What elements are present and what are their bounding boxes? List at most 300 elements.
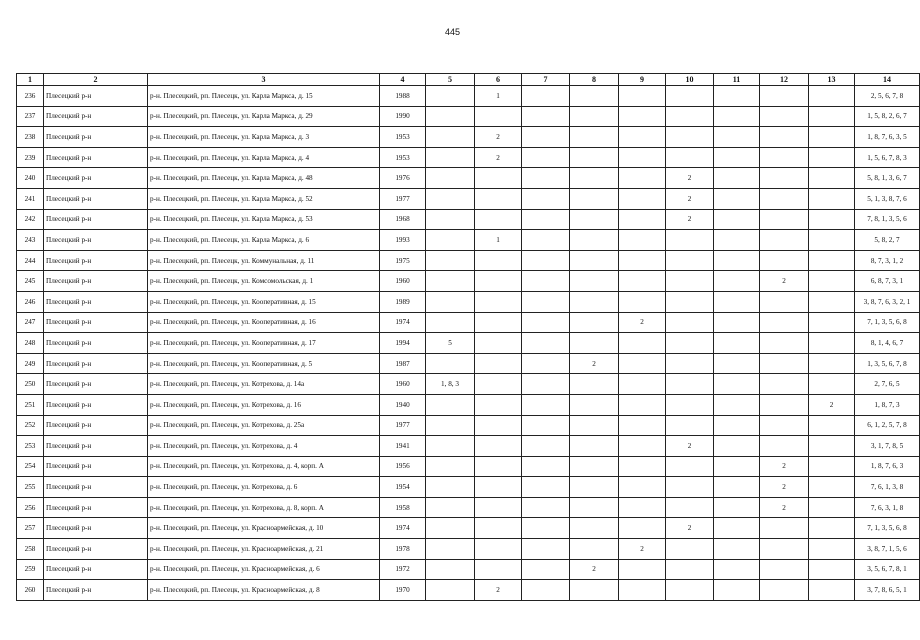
col5-cell <box>426 456 475 477</box>
table-row <box>17 353 920 374</box>
district-cell: Плесецкий р-н <box>44 394 148 415</box>
col14-cell: 3, 5, 6, 7, 8, 1 <box>855 559 920 580</box>
col6-cell <box>475 209 522 230</box>
col8-cell <box>570 394 619 415</box>
col5-cell <box>426 106 475 127</box>
col14-cell: 6, 1, 2, 5, 7, 8 <box>855 415 920 436</box>
table-row <box>17 209 920 230</box>
col9-cell <box>619 559 666 580</box>
col9-cell <box>619 415 666 436</box>
district-cell: Плесецкий р-н <box>44 250 148 271</box>
column-header-2: 2 <box>44 74 148 86</box>
row-number: 249 <box>17 353 44 374</box>
district-cell: Плесецкий р-н <box>44 188 148 209</box>
col14-cell: 5, 8, 1, 3, 6, 7 <box>855 168 920 189</box>
district-cell: Плесецкий р-н <box>44 415 148 436</box>
column-header-11: 11 <box>714 74 760 86</box>
year-cell: 1993 <box>380 230 426 251</box>
table-row <box>17 127 920 148</box>
col7-cell <box>522 333 570 354</box>
column-header-9: 9 <box>619 74 666 86</box>
col8-cell <box>570 271 619 292</box>
district-cell: Плесецкий р-н <box>44 168 148 189</box>
address-cell: р-н. Плесецкий, рп. Плесецк, ул. Красноармейская, д. 10 <box>148 518 380 539</box>
col9-cell <box>619 230 666 251</box>
col13-cell <box>809 477 855 498</box>
row-number: 255 <box>17 477 44 498</box>
year-cell: 1972 <box>380 559 426 580</box>
row-number: 248 <box>17 333 44 354</box>
table-row <box>17 580 920 601</box>
col13-cell <box>809 559 855 580</box>
column-header-14: 14 <box>855 74 920 86</box>
table-row <box>17 497 920 518</box>
year-cell: 1994 <box>380 333 426 354</box>
col5-cell <box>426 147 475 168</box>
col11-cell <box>714 415 760 436</box>
col11-cell <box>714 147 760 168</box>
table-body <box>17 86 920 601</box>
address-cell: р-н. Плесецкий, рп. Плесецк, ул. Котрехова, д. 16 <box>148 394 380 415</box>
col6-cell <box>475 415 522 436</box>
col9-cell <box>619 168 666 189</box>
col10-cell <box>666 333 714 354</box>
year-cell: 1941 <box>380 436 426 457</box>
col10-cell <box>666 86 714 107</box>
table-row <box>17 518 920 539</box>
col14-cell: 2, 7, 6, 5 <box>855 374 920 395</box>
col11-cell <box>714 106 760 127</box>
col7-cell <box>522 291 570 312</box>
col8-cell: 2 <box>570 353 619 374</box>
table-row <box>17 477 920 498</box>
col9-cell <box>619 188 666 209</box>
row-number: 256 <box>17 497 44 518</box>
table-row <box>17 559 920 580</box>
column-header-6: 6 <box>475 74 522 86</box>
col11-cell <box>714 559 760 580</box>
year-cell: 1954 <box>380 477 426 498</box>
register-table <box>16 73 920 601</box>
col12-cell <box>760 147 809 168</box>
col13-cell <box>809 127 855 148</box>
col10-cell <box>666 271 714 292</box>
col13-cell <box>809 106 855 127</box>
row-number: 244 <box>17 250 44 271</box>
col10-cell <box>666 456 714 477</box>
col10-cell: 2 <box>666 518 714 539</box>
col12-cell: 2 <box>760 477 809 498</box>
col12-cell <box>760 168 809 189</box>
col11-cell <box>714 291 760 312</box>
table-row <box>17 312 920 333</box>
header-row <box>17 74 920 86</box>
col10-cell: 2 <box>666 188 714 209</box>
address-cell: р-н. Плесецкий, рп. Плесецк, ул. Красноармейская, д. 6 <box>148 559 380 580</box>
col8-cell <box>570 477 619 498</box>
col7-cell <box>522 559 570 580</box>
column-header-10: 10 <box>666 74 714 86</box>
col6-cell <box>475 477 522 498</box>
col8-cell <box>570 230 619 251</box>
col11-cell <box>714 188 760 209</box>
year-cell: 1974 <box>380 312 426 333</box>
col7-cell <box>522 86 570 107</box>
col12-cell <box>760 353 809 374</box>
address-cell: р-н. Плесецкий, рп. Плесецк, ул. Коммунальная, д. 11 <box>148 250 380 271</box>
col6-cell <box>475 250 522 271</box>
col7-cell <box>522 580 570 601</box>
row-number: 246 <box>17 291 44 312</box>
col5-cell <box>426 250 475 271</box>
col5-cell <box>426 497 475 518</box>
district-cell: Плесецкий р-н <box>44 312 148 333</box>
col6-cell <box>475 394 522 415</box>
col5-cell <box>426 518 475 539</box>
year-cell: 1940 <box>380 394 426 415</box>
year-cell: 1970 <box>380 580 426 601</box>
district-cell: Плесецкий р-н <box>44 539 148 560</box>
col10-cell <box>666 497 714 518</box>
col8-cell <box>570 168 619 189</box>
col14-cell: 7, 1, 3, 5, 6, 8 <box>855 312 920 333</box>
row-number: 239 <box>17 147 44 168</box>
district-cell: Плесецкий р-н <box>44 86 148 107</box>
row-number: 240 <box>17 168 44 189</box>
col10-cell <box>666 559 714 580</box>
col9-cell <box>619 86 666 107</box>
col8-cell <box>570 415 619 436</box>
col5-cell <box>426 477 475 498</box>
table-row <box>17 374 920 395</box>
col7-cell <box>522 127 570 148</box>
col13-cell <box>809 250 855 271</box>
address-cell: р-н. Плесецкий, рп. Плесецк, ул. Красноармейская, д. 21 <box>148 539 380 560</box>
col8-cell <box>570 539 619 560</box>
col9-cell <box>619 353 666 374</box>
year-cell: 1968 <box>380 209 426 230</box>
col8-cell <box>570 333 619 354</box>
col6-cell <box>475 456 522 477</box>
col6-cell <box>475 353 522 374</box>
year-cell: 1975 <box>380 250 426 271</box>
col12-cell <box>760 312 809 333</box>
col6-cell <box>475 436 522 457</box>
col6-cell: 2 <box>475 127 522 148</box>
col14-cell: 1, 5, 8, 2, 6, 7 <box>855 106 920 127</box>
address-cell: р-н. Плесецкий, рп. Плесецк, ул. Кооперативная, д. 15 <box>148 291 380 312</box>
col13-cell <box>809 230 855 251</box>
col10-cell: 2 <box>666 209 714 230</box>
col14-cell: 3, 1, 7, 8, 5 <box>855 436 920 457</box>
address-cell: р-н. Плесецкий, рп. Плесецк, ул. Карла Маркса, д. 15 <box>148 86 380 107</box>
col11-cell <box>714 127 760 148</box>
col12-cell <box>760 580 809 601</box>
col6-cell <box>475 312 522 333</box>
col14-cell: 8, 1, 4, 6, 7 <box>855 333 920 354</box>
col6-cell <box>475 497 522 518</box>
row-number: 237 <box>17 106 44 127</box>
address-cell: р-н. Плесецкий, рп. Плесецк, ул. Карла Маркса, д. 52 <box>148 188 380 209</box>
col6-cell <box>475 374 522 395</box>
year-cell: 1953 <box>380 147 426 168</box>
col7-cell <box>522 394 570 415</box>
district-cell: Плесецкий р-н <box>44 456 148 477</box>
col12-cell <box>760 209 809 230</box>
row-number: 251 <box>17 394 44 415</box>
col11-cell <box>714 374 760 395</box>
district-cell: Плесецкий р-н <box>44 127 148 148</box>
col8-cell <box>570 456 619 477</box>
col13-cell: 2 <box>809 394 855 415</box>
col9-cell <box>619 106 666 127</box>
col12-cell <box>760 374 809 395</box>
col11-cell <box>714 518 760 539</box>
table-row <box>17 456 920 477</box>
col9-cell <box>619 291 666 312</box>
col5-cell <box>426 168 475 189</box>
col12-cell <box>760 291 809 312</box>
col14-cell: 7, 8, 1, 3, 5, 6 <box>855 209 920 230</box>
year-cell: 1988 <box>380 86 426 107</box>
table-row <box>17 250 920 271</box>
column-header-13: 13 <box>809 74 855 86</box>
col10-cell <box>666 374 714 395</box>
col13-cell <box>809 86 855 107</box>
col14-cell: 5, 1, 3, 8, 7, 6 <box>855 188 920 209</box>
col12-cell <box>760 518 809 539</box>
table-row <box>17 188 920 209</box>
col7-cell <box>522 456 570 477</box>
col13-cell <box>809 271 855 292</box>
col13-cell <box>809 188 855 209</box>
col12-cell <box>760 539 809 560</box>
col9-cell <box>619 580 666 601</box>
col12-cell <box>760 188 809 209</box>
col13-cell <box>809 168 855 189</box>
col9-cell <box>619 333 666 354</box>
col5-cell: 1, 8, 3 <box>426 374 475 395</box>
address-cell: р-н. Плесецкий, рп. Плесецк, ул. Карла Маркса, д. 29 <box>148 106 380 127</box>
year-cell: 1977 <box>380 415 426 436</box>
col14-cell: 7, 6, 3, 1, 8 <box>855 497 920 518</box>
col13-cell <box>809 147 855 168</box>
table-row <box>17 106 920 127</box>
col9-cell <box>619 477 666 498</box>
col5-cell <box>426 291 475 312</box>
col11-cell <box>714 353 760 374</box>
col13-cell <box>809 415 855 436</box>
row-number: 241 <box>17 188 44 209</box>
col13-cell <box>809 353 855 374</box>
district-cell: Плесецкий р-н <box>44 230 148 251</box>
col7-cell <box>522 106 570 127</box>
col10-cell <box>666 127 714 148</box>
col9-cell: 2 <box>619 312 666 333</box>
address-cell: р-н. Плесецкий, рп. Плесецк, ул. Котрехова, д. 8, корп. А <box>148 497 380 518</box>
year-cell: 1956 <box>380 456 426 477</box>
col6-cell <box>475 106 522 127</box>
col7-cell <box>522 477 570 498</box>
district-cell: Плесецкий р-н <box>44 291 148 312</box>
district-cell: Плесецкий р-н <box>44 497 148 518</box>
col5-cell <box>426 436 475 457</box>
col5-cell: 5 <box>426 333 475 354</box>
page-number: 445 <box>444 27 461 37</box>
year-cell: 1977 <box>380 188 426 209</box>
district-cell: Плесецкий р-н <box>44 271 148 292</box>
table-row <box>17 86 920 107</box>
row-number: 238 <box>17 127 44 148</box>
col12-cell: 2 <box>760 497 809 518</box>
address-cell: р-н. Плесецкий, рп. Плесецк, ул. Котрехова, д. 6 <box>148 477 380 498</box>
col8-cell <box>570 312 619 333</box>
col13-cell <box>809 333 855 354</box>
address-cell: р-н. Плесецкий, рп. Плесецк, ул. Кооперативная, д. 5 <box>148 353 380 374</box>
district-cell: Плесецкий р-н <box>44 436 148 457</box>
col6-cell: 1 <box>475 230 522 251</box>
col5-cell <box>426 127 475 148</box>
col5-cell <box>426 559 475 580</box>
col8-cell <box>570 127 619 148</box>
district-cell: Плесецкий р-н <box>44 209 148 230</box>
col10-cell <box>666 477 714 498</box>
col5-cell <box>426 539 475 560</box>
table-row <box>17 539 920 560</box>
year-cell: 1953 <box>380 127 426 148</box>
col14-cell: 7, 1, 3, 5, 6, 8 <box>855 518 920 539</box>
col11-cell <box>714 477 760 498</box>
year-cell: 1978 <box>380 539 426 560</box>
col11-cell <box>714 539 760 560</box>
col7-cell <box>522 374 570 395</box>
district-cell: Плесецкий р-н <box>44 106 148 127</box>
year-cell: 1989 <box>380 291 426 312</box>
year-cell: 1976 <box>380 168 426 189</box>
row-number: 258 <box>17 539 44 560</box>
year-cell: 1974 <box>380 518 426 539</box>
col11-cell <box>714 250 760 271</box>
col5-cell <box>426 271 475 292</box>
col10-cell: 2 <box>666 436 714 457</box>
year-cell: 1960 <box>380 374 426 395</box>
col7-cell <box>522 415 570 436</box>
col11-cell <box>714 394 760 415</box>
col7-cell <box>522 188 570 209</box>
address-cell: р-н. Плесецкий, рп. Плесецк, ул. Кооперативная, д. 16 <box>148 312 380 333</box>
col6-cell <box>475 518 522 539</box>
col7-cell <box>522 518 570 539</box>
col8-cell <box>570 374 619 395</box>
year-cell: 1958 <box>380 497 426 518</box>
col11-cell <box>714 168 760 189</box>
col12-cell: 2 <box>760 271 809 292</box>
col8-cell <box>570 209 619 230</box>
col7-cell <box>522 436 570 457</box>
col12-cell <box>760 127 809 148</box>
col7-cell <box>522 147 570 168</box>
col6-cell <box>475 271 522 292</box>
column-header-3: 3 <box>148 74 380 86</box>
col5-cell <box>426 230 475 251</box>
district-cell: Плесецкий р-н <box>44 353 148 374</box>
col8-cell <box>570 580 619 601</box>
col14-cell: 3, 7, 8, 6, 5, 1 <box>855 580 920 601</box>
address-cell: р-н. Плесецкий, рп. Плесецк, ул. Карла Маркса, д. 6 <box>148 230 380 251</box>
col12-cell <box>760 86 809 107</box>
col13-cell <box>809 209 855 230</box>
col14-cell: 3, 8, 7, 6, 3, 2, 1 <box>855 291 920 312</box>
col8-cell <box>570 518 619 539</box>
year-cell: 1990 <box>380 106 426 127</box>
col11-cell <box>714 456 760 477</box>
column-header-1: 1 <box>17 74 44 86</box>
col6-cell: 2 <box>475 147 522 168</box>
col13-cell <box>809 374 855 395</box>
col11-cell <box>714 209 760 230</box>
col12-cell <box>760 415 809 436</box>
col6-cell <box>475 168 522 189</box>
col13-cell <box>809 436 855 457</box>
table-row <box>17 230 920 251</box>
row-number: 243 <box>17 230 44 251</box>
column-header-12: 12 <box>760 74 809 86</box>
col9-cell <box>619 394 666 415</box>
col13-cell <box>809 580 855 601</box>
col5-cell <box>426 353 475 374</box>
col12-cell <box>760 436 809 457</box>
col9-cell <box>619 271 666 292</box>
col10-cell <box>666 353 714 374</box>
col7-cell <box>522 209 570 230</box>
col6-cell <box>475 188 522 209</box>
column-header-5: 5 <box>426 74 475 86</box>
address-cell: р-н. Плесецкий, рп. Плесецк, ул. Котрехова, д. 4, корп. А <box>148 456 380 477</box>
col7-cell <box>522 271 570 292</box>
column-header-4: 4 <box>380 74 426 86</box>
col14-cell: 1, 3, 5, 6, 7, 8 <box>855 353 920 374</box>
table-row <box>17 291 920 312</box>
col9-cell <box>619 127 666 148</box>
address-cell: р-н. Плесецкий, рп. Плесецк, ул. Карла Маркса, д. 4 <box>148 147 380 168</box>
row-number: 257 <box>17 518 44 539</box>
row-number: 252 <box>17 415 44 436</box>
col5-cell <box>426 209 475 230</box>
col6-cell <box>475 333 522 354</box>
col6-cell: 1 <box>475 86 522 107</box>
col9-cell <box>619 456 666 477</box>
col13-cell <box>809 497 855 518</box>
col5-cell <box>426 86 475 107</box>
col6-cell <box>475 559 522 580</box>
col14-cell: 1, 5, 6, 7, 8, 3 <box>855 147 920 168</box>
address-cell: р-н. Плесецкий, рп. Плесецк, ул. Котрехова, д. 4 <box>148 436 380 457</box>
year-cell: 1987 <box>380 353 426 374</box>
col8-cell <box>570 86 619 107</box>
col13-cell <box>809 518 855 539</box>
col10-cell <box>666 580 714 601</box>
address-cell: р-н. Плесецкий, рп. Плесецк, ул. Комсомольская, д. 1 <box>148 271 380 292</box>
col9-cell <box>619 436 666 457</box>
col14-cell: 1, 8, 7, 6, 3, 5 <box>855 127 920 148</box>
col11-cell <box>714 86 760 107</box>
col11-cell <box>714 312 760 333</box>
col14-cell: 5, 8, 2, 7 <box>855 230 920 251</box>
col9-cell <box>619 374 666 395</box>
col14-cell: 1, 8, 7, 6, 3 <box>855 456 920 477</box>
col7-cell <box>522 230 570 251</box>
col8-cell <box>570 497 619 518</box>
